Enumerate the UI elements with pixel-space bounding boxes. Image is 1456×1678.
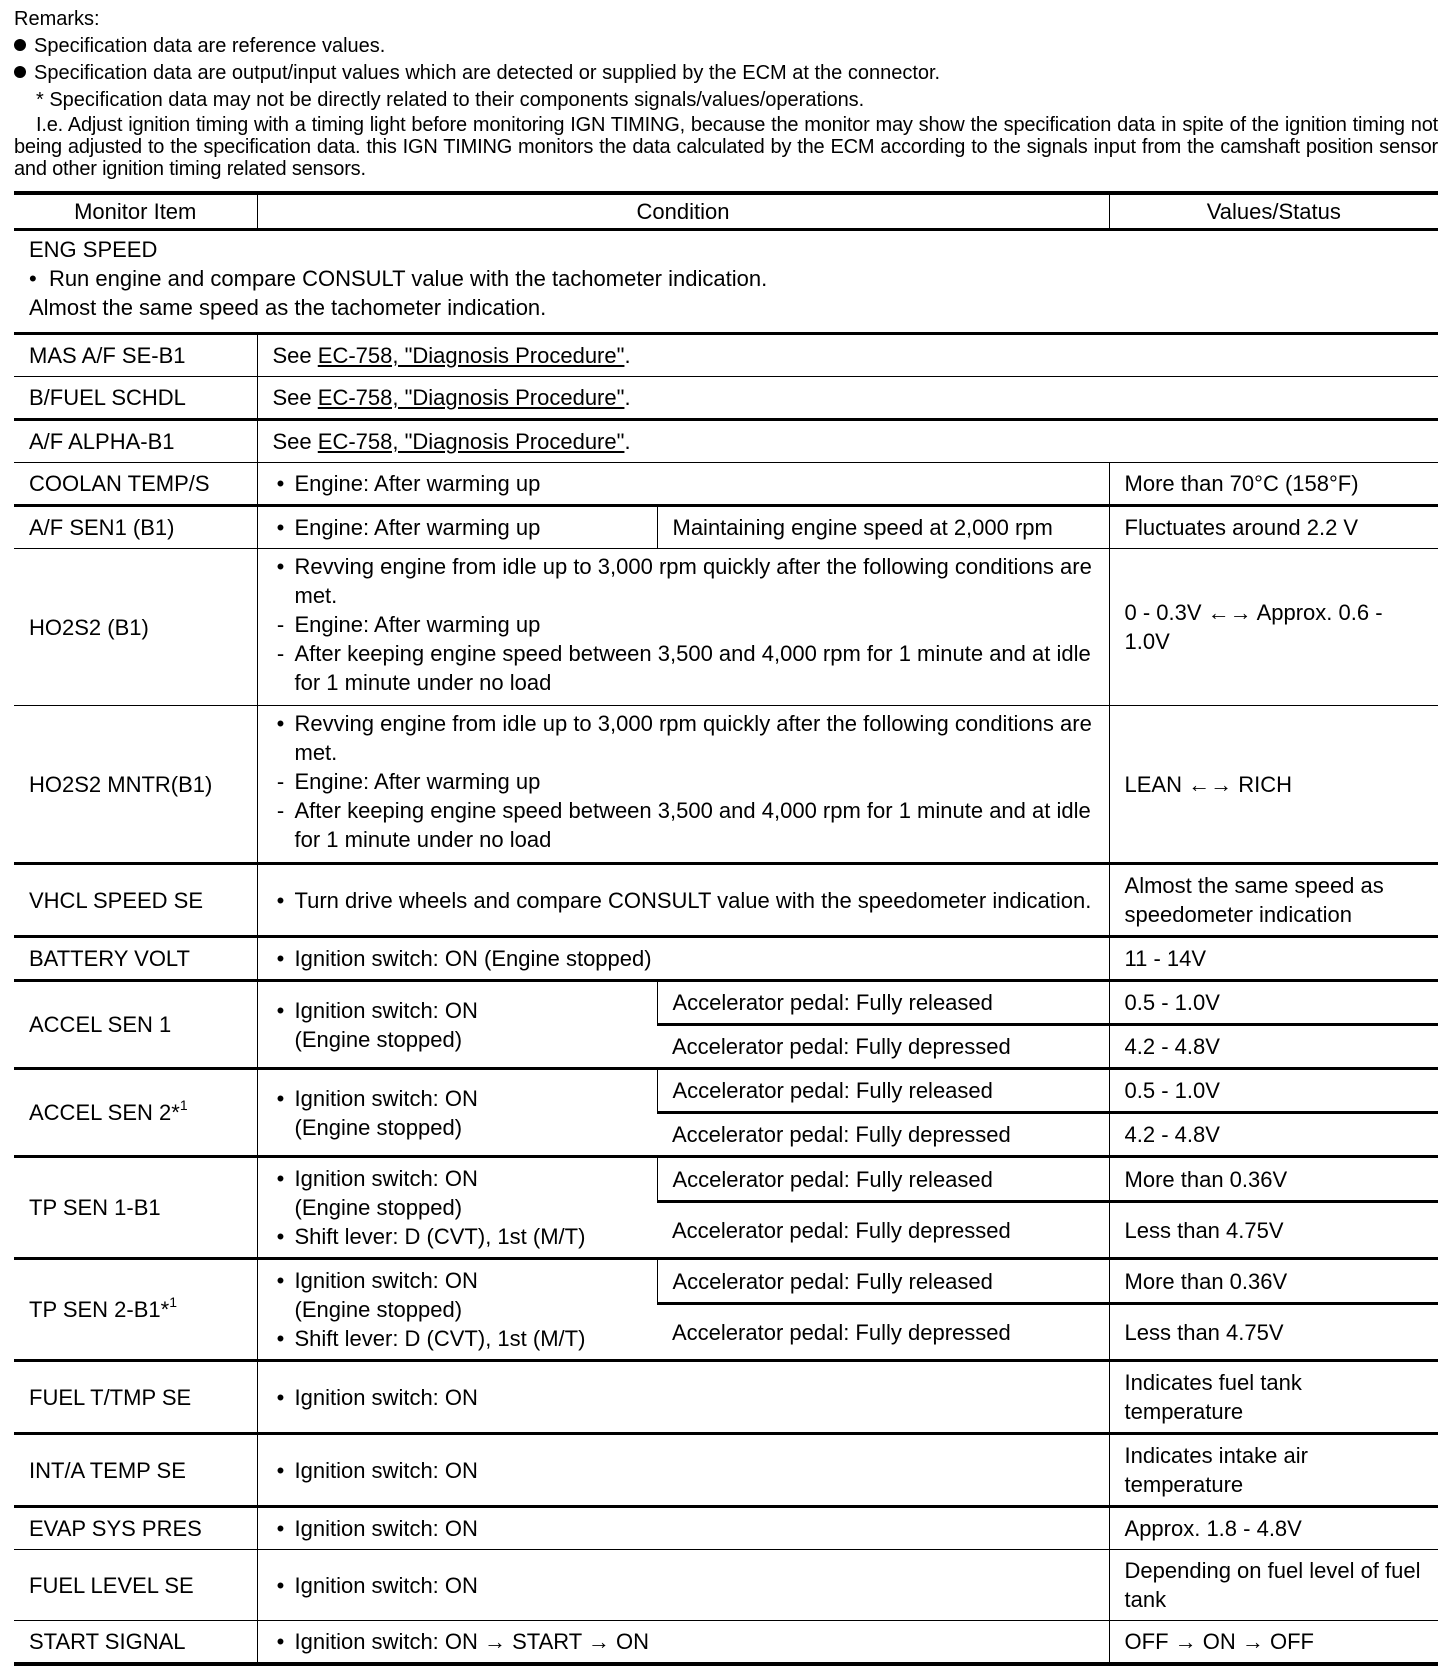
bullet-dot-icon xyxy=(14,39,26,51)
value-cell: 0.5 - 1.0V xyxy=(1109,981,1438,1025)
condition-text: Ignition switch: ON xyxy=(294,1516,478,1541)
bullet-icon: • xyxy=(276,997,285,1023)
eng-speed-cell xyxy=(14,230,1438,334)
condition-text: Ignition switch: ON xyxy=(294,997,478,1023)
table-row xyxy=(14,1361,1438,1434)
monitor-item: INT/A TEMP SE xyxy=(29,1457,186,1483)
condition-text: Ignition switch: ON xyxy=(294,1384,478,1410)
value-cell: More than 0.36V xyxy=(1109,1259,1438,1304)
condition-text: Ignition switch: ON xyxy=(294,1085,478,1111)
table-row xyxy=(14,463,1438,506)
condition-cell xyxy=(257,463,1109,506)
table-row xyxy=(14,1069,1438,1113)
footnote-superscript: 1 xyxy=(169,1294,178,1310)
condition-cell xyxy=(257,506,657,549)
bullet-icon: • xyxy=(276,471,285,496)
see-text: See xyxy=(272,343,318,368)
value-cell: Almost the same speed as speedometer indication xyxy=(1109,864,1438,937)
monitor-item: TP SEN 1-B1 xyxy=(29,1195,161,1220)
monitor-item: EVAP SYS PRES xyxy=(29,1516,202,1541)
monitor-item: BATTERY VOLT xyxy=(29,946,190,971)
monitor-item: HO2S2 (B1) xyxy=(29,614,149,640)
value-cell: 4.2 - 4.8V xyxy=(1109,1113,1438,1157)
condition-text: Ignition switch: ON (Engine stopped) xyxy=(294,946,652,971)
sub-condition-cell: Accelerator pedal: Fully depressed xyxy=(657,1202,1109,1259)
monitor-item: ENG SPEED xyxy=(29,237,158,262)
condition-text: Ignition switch: ON xyxy=(294,1457,478,1483)
monitor-item: ACCEL SEN 2* xyxy=(29,1100,180,1125)
see-text: See xyxy=(272,385,318,410)
condition-text: (Engine stopped) xyxy=(294,1026,463,1052)
bullet-icon: • xyxy=(276,1572,285,1598)
bullet-icon: • xyxy=(276,554,285,579)
monitor-item: ACCEL SEN 1 xyxy=(29,1012,172,1037)
condition-text: Engine: After warming up xyxy=(294,515,541,540)
bullet-icon: • xyxy=(276,1326,285,1351)
bullet-icon: • xyxy=(29,266,37,291)
value-cell: 4.2 - 4.8V xyxy=(1109,1025,1438,1069)
value-cell: More than 70°C (158°F) xyxy=(1109,463,1438,506)
sub-condition-cell: Accelerator pedal: Fully released xyxy=(657,1157,1109,1202)
diagnosis-procedure-link[interactable]: EC-758, "Diagnosis Procedure" xyxy=(317,385,625,410)
sub-condition-cell: Accelerator pedal: Fully released xyxy=(657,1259,1109,1304)
condition-text: Ignition switch: ON xyxy=(294,1572,478,1598)
specification-table xyxy=(14,191,1438,1666)
condition-cell xyxy=(257,937,1109,981)
bullet-dot-icon xyxy=(14,66,26,78)
dash-icon: - xyxy=(276,612,285,637)
bullet-icon: • xyxy=(276,1629,285,1654)
table-row xyxy=(14,334,1438,377)
condition-text: Revving engine from idle up to 3,000 rpm quickly after the following conditions are met. xyxy=(294,711,1092,765)
table-row xyxy=(14,864,1438,937)
table-row xyxy=(14,1259,1438,1304)
condition-text: Engine: After warming up xyxy=(294,471,541,496)
value-cell: Approx. 1.8 - 4.8V xyxy=(1109,1507,1438,1550)
remarks-section xyxy=(14,6,1438,180)
condition-text: Revving engine from idle up to 3,000 rpm quickly after the following conditions are met. xyxy=(294,554,1092,608)
table-row xyxy=(14,420,1438,463)
dash-icon: - xyxy=(276,769,285,794)
table-row xyxy=(14,377,1438,420)
condition-cell xyxy=(257,1507,1109,1550)
sub-condition-cell: Accelerator pedal: Fully released xyxy=(657,981,1109,1025)
bullet-icon: • xyxy=(276,887,285,913)
condition-text: Engine: After warming up xyxy=(294,769,541,794)
monitor-item: HO2S2 MNTR(B1) xyxy=(29,771,213,797)
value-cell: Indicates intake air temperature xyxy=(1109,1434,1438,1507)
table-row xyxy=(14,1550,1438,1621)
condition-cell xyxy=(257,1259,657,1361)
bullet-icon: • xyxy=(276,1224,285,1249)
header-condition: Condition xyxy=(257,193,1109,230)
table-row xyxy=(14,1434,1438,1507)
condition-line xyxy=(29,264,1423,293)
footnote-superscript: 1 xyxy=(179,1097,188,1113)
condition-text: Shift lever: D (CVT), 1st (M/T) xyxy=(294,1326,586,1351)
bullet-icon: • xyxy=(276,1516,285,1541)
condition-cell xyxy=(257,549,1109,706)
sub-condition-cell: Accelerator pedal: Fully released xyxy=(657,1069,1109,1113)
bullet-icon: • xyxy=(276,1166,285,1191)
condition-cell xyxy=(257,1157,657,1259)
monitor-item: TP SEN 2-B1* xyxy=(29,1297,170,1322)
value-cell: More than 0.36V xyxy=(1109,1157,1438,1202)
condition-text: Ignition switch: ON xyxy=(294,1268,478,1293)
table-row xyxy=(14,981,1438,1025)
condition-text: Run engine and compare CONSULT value with the tachometer indication. xyxy=(48,266,768,291)
remarks-bullet: Specification data are output/input values which are detected or supplied by the ECM at the connector. xyxy=(14,60,1438,87)
monitor-item: VHCL SPEED SE xyxy=(29,887,204,913)
condition-cell xyxy=(257,1434,1109,1507)
header-monitor-item: Monitor Item xyxy=(74,199,197,224)
value-cell: Less than 4.75V xyxy=(1109,1304,1438,1361)
condition-text: After keeping engine speed between 3,500 and 4,000 rpm for 1 minute and at idle for 1 minute under no load xyxy=(294,798,1091,852)
table-row xyxy=(14,937,1438,981)
bullet-icon: • xyxy=(276,515,285,540)
table-row xyxy=(14,1507,1438,1550)
monitor-item: COOLAN TEMP/S xyxy=(29,471,210,496)
condition-text: Shift lever: D (CVT), 1st (M/T) xyxy=(294,1224,586,1249)
condition-cell xyxy=(257,864,1109,937)
table-row xyxy=(14,1621,1438,1665)
value-cell: 0.5 - 1.0V xyxy=(1109,1069,1438,1113)
table-row xyxy=(14,1157,1438,1202)
condition-text: Turn drive wheels and compare CONSULT value with the speedometer indication. xyxy=(294,887,1092,913)
condition-text: After keeping engine speed between 3,500 and 4,000 rpm for 1 minute and at idle for 1 minute under no load xyxy=(294,641,1091,695)
bullet-icon: • xyxy=(276,711,285,736)
condition-cell xyxy=(257,1069,657,1157)
value-cell: OFF → ON → OFF xyxy=(1109,1621,1438,1665)
condition-cell xyxy=(257,706,1109,864)
condition-cell xyxy=(257,1361,1109,1434)
monitor-item: A/F ALPHA-B1 xyxy=(29,429,175,454)
condition-text: Ignition switch: ON xyxy=(294,1166,478,1191)
monitor-item: A/F SEN1 (B1) xyxy=(29,515,175,540)
period-text: . xyxy=(624,385,631,410)
value-cell: LEAN ←→ RICH xyxy=(1109,706,1438,864)
bullet-icon: • xyxy=(276,1268,285,1293)
condition-cell xyxy=(257,1550,1109,1621)
bullet-icon: • xyxy=(276,1384,285,1410)
value-cell: 0 - 0.3V ←→ Approx. 0.6 - 1.0V xyxy=(1109,549,1438,706)
condition-text: Engine: After warming up xyxy=(294,612,541,637)
bullet-icon: • xyxy=(276,946,285,971)
bullet-icon: • xyxy=(276,1085,285,1111)
header-values-status: Values/Status xyxy=(1109,193,1438,230)
table-row xyxy=(14,506,1438,549)
bullet-icon: • xyxy=(276,1457,285,1483)
dash-icon: - xyxy=(276,641,285,666)
remarks-title: Remarks: xyxy=(14,8,100,30)
sub-condition-cell: Accelerator pedal: Fully depressed xyxy=(657,1025,1109,1069)
monitor-item: MAS A/F SE-B1 xyxy=(29,343,186,368)
value-cell: 11 - 14V xyxy=(1109,937,1438,981)
diagnosis-procedure-link[interactable]: EC-758, "Diagnosis Procedure" xyxy=(317,429,625,454)
condition-cell xyxy=(257,334,1438,377)
monitor-item: START SIGNAL xyxy=(29,1629,186,1654)
condition-cell xyxy=(257,377,1438,420)
monitor-item-cell xyxy=(14,1259,257,1361)
remarks-paragraph: I.e. Adjust ignition timing with a timing light before monitoring IGN TIMING, because the monitor may show the specification data in spite of the ignition timing not being adjusted to the specification data. this IGN TIMING monitors the data calculated by the ECM according to the signals input from the camshaft position sensor and other ignition timing related sensors. xyxy=(14,114,1438,180)
table-row xyxy=(14,549,1438,706)
condition-text: Ignition switch: ON → START → ON xyxy=(294,1629,650,1654)
monitor-item: B/FUEL SCHDL xyxy=(29,385,186,410)
condition-text: (Engine stopped) xyxy=(294,1195,463,1220)
sub-condition-cell: Accelerator pedal: Fully depressed xyxy=(657,1113,1109,1157)
value-cell: Less than 4.75V xyxy=(1109,1202,1438,1259)
value-cell: Fluctuates around 2.2 V xyxy=(1109,506,1438,549)
sub-condition-cell: Accelerator pedal: Fully depressed xyxy=(657,1304,1109,1361)
sub-condition-cell: Maintaining engine speed at 2,000 rpm xyxy=(657,506,1109,549)
value-cell: Indicates fuel tank temperature xyxy=(1109,1361,1438,1434)
condition-cell xyxy=(257,981,657,1069)
remarks-bullet: Specification data are reference values. xyxy=(14,33,1438,60)
dash-icon: - xyxy=(276,798,285,823)
table-row xyxy=(14,706,1438,864)
value-text: Almost the same speed as the tachometer indication. xyxy=(29,295,547,320)
diagnosis-procedure-link[interactable]: EC-758, "Diagnosis Procedure" xyxy=(317,343,625,368)
monitor-item: FUEL T/TMP SE xyxy=(29,1384,192,1410)
condition-cell xyxy=(257,420,1438,463)
condition-text: (Engine stopped) xyxy=(294,1114,463,1140)
monitor-item: FUEL LEVEL SE xyxy=(29,1572,194,1598)
table-header-row xyxy=(14,193,1438,230)
period-text: . xyxy=(624,343,631,368)
condition-text: (Engine stopped) xyxy=(294,1297,463,1322)
condition-cell xyxy=(257,1621,1109,1665)
monitor-item-cell xyxy=(14,1069,257,1157)
period-text: . xyxy=(624,429,631,454)
value-cell: Depending on fuel level of fuel tank xyxy=(1109,1550,1438,1621)
see-text: See xyxy=(272,429,318,454)
table-row xyxy=(14,230,1438,334)
remarks-note: * Specification data may not be directly related to their components signals/values/operations. xyxy=(36,89,865,111)
